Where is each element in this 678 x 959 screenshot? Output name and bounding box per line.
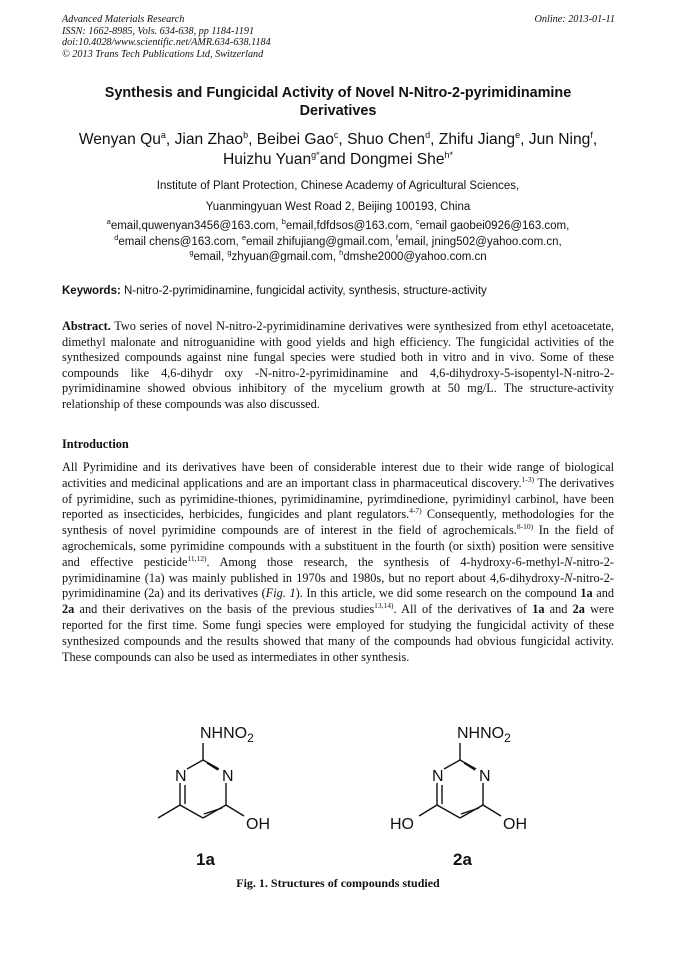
email-b: email,fdfdsos@163.com, xyxy=(285,220,416,232)
email-mark: a xyxy=(106,217,111,227)
molecule-1a xyxy=(158,725,270,869)
email-mark: f xyxy=(395,232,398,242)
author-name: Shuo Chen xyxy=(347,131,426,148)
email-d: email chens@163.com, xyxy=(118,235,242,248)
compound-ref: 2a xyxy=(572,602,585,617)
bond xyxy=(203,760,219,769)
italic-n: N xyxy=(564,554,573,569)
doi-line: doi:10.4028/www.scientific.net/AMR.634-638.1184 xyxy=(62,37,271,49)
email-h: dmshe2000@yahoo.com.cn xyxy=(343,251,487,263)
intro-text: All Pyrimidine and its derivatives have been of considerable interest due to their wide range of biological activities and medicinal applications and are an important class in pharmaceutical discovery. xyxy=(62,460,614,490)
bond xyxy=(460,760,476,769)
author-mark: d xyxy=(425,129,431,140)
author-mark: b xyxy=(243,129,249,140)
journal-name: Advanced Materials Research xyxy=(62,14,185,25)
author-separator: , xyxy=(338,131,348,148)
bond xyxy=(203,805,226,818)
compound-label-1a: 1a xyxy=(196,850,215,869)
bond xyxy=(207,763,218,770)
email-mark: c xyxy=(415,217,420,227)
intro-text: ). In this article, we did some research on the compound xyxy=(295,586,581,601)
bond xyxy=(460,805,483,818)
intro-text: and their derivatives on the basis of the previous studies xyxy=(74,602,375,617)
ho-label: HO xyxy=(390,816,414,833)
email-g1: email, xyxy=(193,251,228,263)
email-mark: e xyxy=(241,232,247,242)
email-line-3 xyxy=(62,250,614,266)
abstract-text: Two series of novel N-nitro-2-pyrimidinamine derivatives were synthesized from ethyl acetoacetate, dimethyl malonate and nitroguanidine with good yields and high efficiency. The fungicidal activities of the synthesized compounds against nine fungal species were studied both in vitro and in vivo. Some of these compounds like 4,6-dihydr oxy -N-nitro-2-pyrimidinamine and 4,6-dihydroxy-5-isopentyl-N-nitro-2-pyrimidinamine showed obvious inhibitory of the mycelium growth at 50 mg/L. The structure-activity relationship of these compounds was also discussed. xyxy=(62,319,614,411)
bond xyxy=(187,760,203,769)
email-a: email,quwenyan3456@163.com, xyxy=(110,220,282,232)
email-c: email gaobei0926@163.com, xyxy=(419,220,570,232)
author-name: Huizhu Yuan xyxy=(222,151,312,168)
email-e: email zhifujiang@gmail.com, xyxy=(246,235,396,248)
email-line-2 xyxy=(62,232,614,251)
introduction-body xyxy=(62,460,614,665)
author-name: Jun Ning xyxy=(528,131,591,148)
intro-text: -nitro-2-pyrimidinamine (2a) and its derivatives ( xyxy=(62,570,614,601)
citation-ref: 1-3) xyxy=(521,474,535,484)
email-mark: g xyxy=(227,248,232,258)
title-line-2: Derivatives xyxy=(299,103,377,119)
author-name: Wenyan Qu xyxy=(78,131,161,148)
compound-ref: 1a xyxy=(580,586,593,601)
figure-structures xyxy=(62,710,614,885)
email-f: email, jning502@yahoo.com.cn, xyxy=(397,235,562,248)
email-mark: g xyxy=(189,248,194,258)
author-separator: , xyxy=(248,131,257,148)
keywords-label: Keywords: xyxy=(62,285,121,297)
bond xyxy=(180,805,203,818)
abstract xyxy=(62,319,614,413)
intro-text: -nitro-2-pyrimidinamine (1a) was mainly published in 1970s and 1980s, but no report about 4,6-dihydroxy- xyxy=(62,554,615,585)
email-mark: b xyxy=(281,217,286,227)
affiliation-line-2: Yuanmingyuan West Road 2, Beijing 100193, China xyxy=(205,201,471,213)
author-and: and xyxy=(319,151,351,168)
compound-label-2a: 2a xyxy=(453,850,472,869)
author-name: Zhifu Jiang xyxy=(438,131,516,148)
compound-ref: 1a xyxy=(532,602,545,617)
bond xyxy=(444,760,460,769)
compound-ref: 2a xyxy=(62,602,75,617)
title-line-1: Synthesis and Fungicidal Activity of Novel N-Nitro-2-pyrimidinamine xyxy=(104,85,572,101)
intro-text: and xyxy=(592,586,614,601)
online-date: Online: 2013-01-11 xyxy=(534,14,615,25)
intro-text: . All of the derivatives of xyxy=(393,602,533,617)
email-mark: h xyxy=(339,248,344,258)
methyl-bond xyxy=(158,805,180,818)
keywords xyxy=(62,284,614,299)
citation-ref: 4-7) xyxy=(409,506,422,516)
paper-title xyxy=(62,84,614,120)
bond xyxy=(464,763,475,770)
author-mark: a xyxy=(160,129,166,140)
issn-line: ISSN: 1662-8985, Vols. 634-638, pp 1184-1191 xyxy=(62,25,255,37)
nhno2-label: $NHNO_2$ xyxy=(457,725,511,745)
citation-ref: 13,14) xyxy=(374,601,394,611)
section-title-introduction: Introduction xyxy=(62,437,129,451)
bond xyxy=(437,805,460,818)
molecule-2a xyxy=(390,725,527,869)
intro-text: were reported for the first time. Some fungi species were employed for studying the fungicidal activity of these synthesized compounds and the results showed that many of the compounds had obvious fungicidal activity. These compounds can also be used as intermediates in other synthesis. xyxy=(62,602,615,664)
citation-ref: 8-10) xyxy=(516,522,534,532)
oh-label: OH xyxy=(246,816,270,833)
email-list xyxy=(62,219,614,266)
email-g2: zhyuan@gmail.com, xyxy=(231,251,340,263)
n-right-label: N xyxy=(479,768,491,785)
intro-text: In the field of agrochemicals, some pyrimidine compounds with a substituent in the fourth (or sixth) position were sensitive and effective pesticide xyxy=(62,523,615,569)
intro-text: Consequently, methodologies for the synthesis of novel pyrimidine compounds are of interest in the field of agrochemicals. xyxy=(62,507,614,538)
affiliation-line-1: Institute of Plant Protection, Chinese Academy of Agricultural Sciences, xyxy=(156,180,520,192)
intro-text: . Among those research, the synthesis of 4-hydroxy-6-methyl- xyxy=(206,554,565,569)
bond xyxy=(483,805,501,816)
author-separator: , xyxy=(592,131,598,148)
author-name: Beibei Gao xyxy=(256,131,334,148)
author-mark: c xyxy=(333,129,339,140)
author-mark: h* xyxy=(444,149,454,160)
email-line-1 xyxy=(62,219,614,235)
n-right-label: N xyxy=(222,768,234,785)
bond xyxy=(226,805,244,816)
n-left-label: N xyxy=(175,768,187,785)
copyright-line: © 2013 Trans Tech Publications Ltd, Switzerland xyxy=(62,48,264,60)
abstract-label: Abstract. xyxy=(62,319,111,333)
oh-label: OH xyxy=(503,816,527,833)
figure-caption: Fig. 1. Structures of compounds studied xyxy=(236,876,440,890)
author-separator: , xyxy=(520,131,529,148)
citation-ref: 11,12) xyxy=(187,553,207,563)
author-mark: e xyxy=(515,129,521,140)
intro-text: and xyxy=(544,602,573,617)
intro-text: The derivatives of pyrimidine, such as pyrimidine-thiones, pyrimidinamine, pyrimdinedione, pyrimidinyl carbinol, have been reported as insecticides, herbicides, fungicides and plant regulators. xyxy=(62,475,614,522)
author-name: Dongmei She xyxy=(350,151,445,168)
nhno2-label: $NHNO_2$ xyxy=(200,725,254,745)
author-separator: , xyxy=(430,131,439,148)
keywords-text: N-nitro-2-pyrimidinamine, fungicidal activity, synthesis, structure-activity xyxy=(120,285,487,297)
affiliation xyxy=(62,176,614,218)
figure-ref: Fig. 1 xyxy=(265,586,296,601)
bond xyxy=(419,805,437,816)
n-left-label: N xyxy=(432,768,444,785)
email-mark: d xyxy=(114,232,119,242)
author-name: Jian Zhao xyxy=(174,131,244,148)
author-mark: g* xyxy=(311,149,320,160)
journal-header xyxy=(62,14,271,60)
author-mark: f xyxy=(590,129,593,140)
author-list xyxy=(62,130,614,170)
author-separator: , xyxy=(165,131,175,148)
italic-n: N xyxy=(564,570,573,585)
